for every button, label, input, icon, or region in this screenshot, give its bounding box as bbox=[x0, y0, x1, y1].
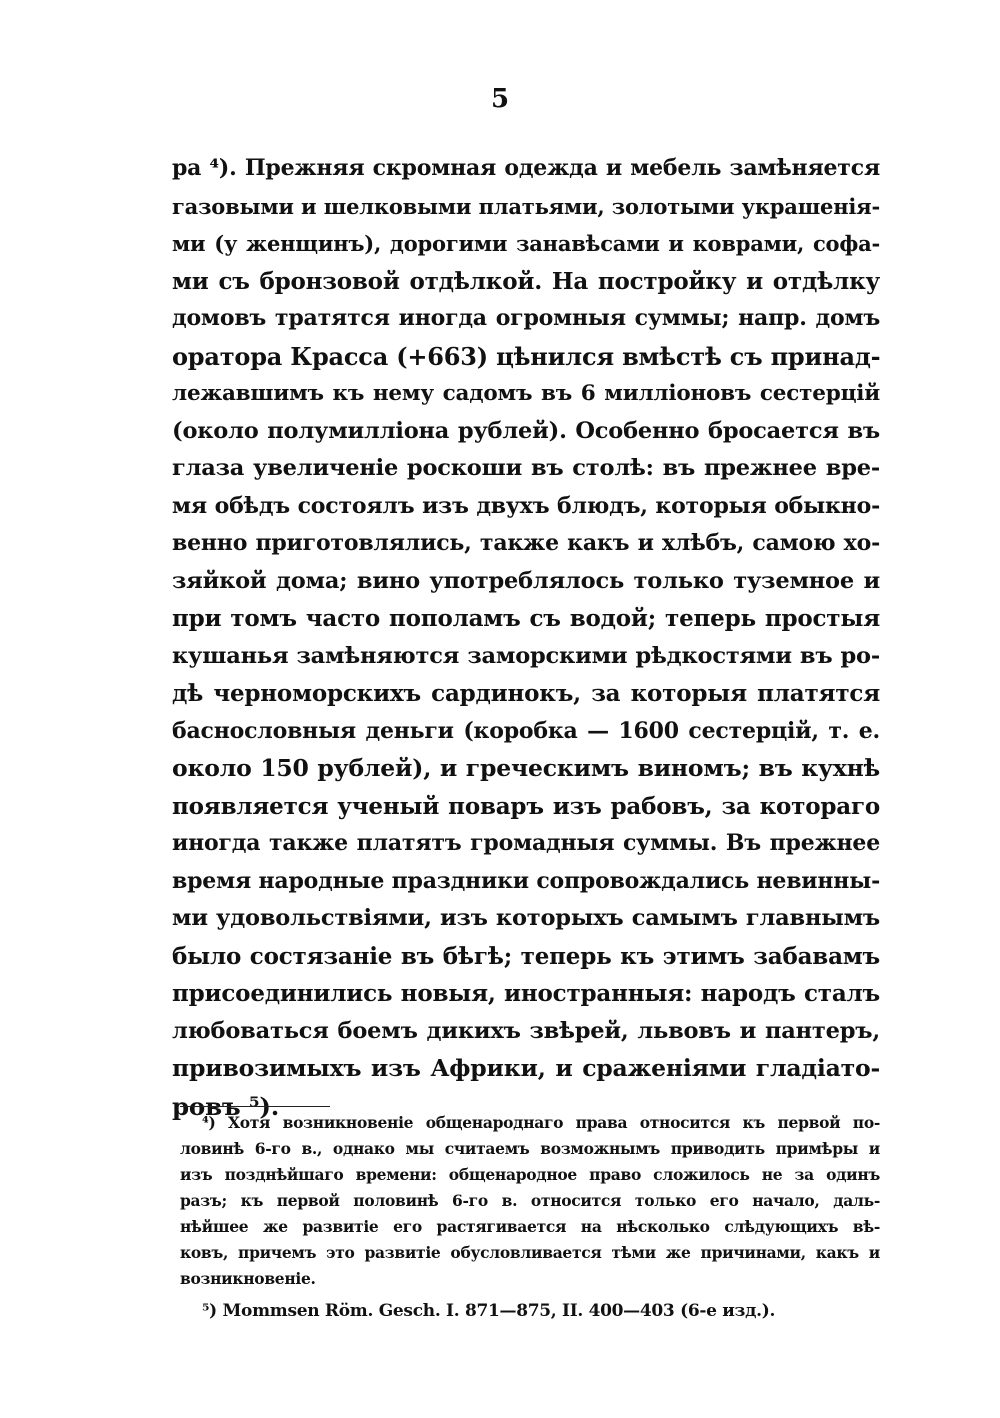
body-line: (около полумилліона рублей). Особенно бросается въ bbox=[172, 417, 880, 444]
footnote-4-line: разъ; къ первой половинѣ 6-го в. относится только его начало, даль- bbox=[180, 1191, 880, 1210]
body-line: ми съ бронзовой отдѣлкой. На постройку и отдѣлку bbox=[172, 267, 880, 295]
body-line: зяйкой дома; вино употреблялось только туземное и bbox=[172, 567, 880, 594]
footnote-4-line: ловинѣ 6-го в., однако мы считаемъ возможнымъ приводить примѣры и bbox=[180, 1139, 880, 1158]
body-line: привозимыхъ изъ Африки, и сраженіями гладіато- bbox=[172, 1054, 880, 1082]
body-line: время народные праздники сопровождались невинны- bbox=[172, 867, 880, 894]
footnote-4-line: ковъ, причемъ это развитіе обусловливается тѣми же причинами, какъ и bbox=[180, 1243, 880, 1262]
footnote-4-line: ⁴) Хотя возникновеніе общенароднаго права относится къ первой по- bbox=[202, 1113, 880, 1132]
body-line: домовъ тратятся иногда огромныя суммы; напр. домъ bbox=[172, 305, 880, 331]
body-line: любоваться боемъ дикихъ звѣрей, львовъ и пантеръ, bbox=[172, 1017, 880, 1044]
page-number: 5 bbox=[490, 84, 510, 114]
body-line: присоединились новыя, иностранныя: народъ сталъ bbox=[172, 980, 880, 1007]
body-line: иногда также платятъ громадныя суммы. Въ прежнее bbox=[172, 830, 880, 856]
body-line: ми (у женщинъ), дорогими занавѣсами и коврами, софа- bbox=[172, 231, 880, 256]
body-line: мя обѣдъ состоялъ изъ двухъ блюдъ, которыя обыкно- bbox=[172, 492, 880, 519]
body-line: кушанья замѣняются заморскими рѣдкостями въ ро- bbox=[172, 642, 880, 669]
body-line: дѣ черноморскихъ сардинокъ, за которыя платятся bbox=[172, 680, 880, 707]
body-line: было состязаніе въ бѣгѣ; теперь къ этимъ забавамъ bbox=[172, 942, 880, 970]
body-text bbox=[172, 150, 880, 1125]
body-line: ровъ ⁵). bbox=[172, 1091, 280, 1121]
body-line: венно приготовлялись, также какъ и хлѣбъ, самою хо- bbox=[172, 530, 880, 556]
body-line: при томъ часто пополамъ съ водой; теперь простыя bbox=[172, 605, 880, 632]
body-line: глаза увеличеніе роскоши въ столѣ: въ прежнее вре- bbox=[172, 455, 880, 481]
footnote-4-line: нѣйшее же развитіе его растягивается на нѣсколько слѣдующихъ вѣ- bbox=[180, 1217, 880, 1236]
body-line: появляется ученый поваръ изъ рабовъ, за котораго bbox=[172, 792, 880, 820]
footnotes bbox=[180, 1110, 880, 1324]
footnote-5: ⁵) Mommsen Röm. Gesch. I. 871—875, II. 400—403 (6-е изд.). bbox=[202, 1301, 776, 1321]
body-line: баснословныя деньги (коробка — 1600 сестерцій, т. е. bbox=[172, 717, 880, 744]
footnote-divider bbox=[180, 1106, 330, 1107]
body-line: около 150 рублей), и греческимъ виномъ; въ кухнѣ bbox=[172, 754, 880, 782]
body-line: оратора Красса (+663) цѣнился вмѣстѣ съ принад- bbox=[172, 341, 881, 371]
body-line: газовыми и шелковыми платьями, золотыми украшенія- bbox=[172, 193, 880, 219]
body-line: ми удовольствіями, изъ которыхъ самымъ главнымъ bbox=[172, 905, 880, 931]
footnote-4-line: изъ позднѣйшаго времени: общенародное право сложилось не за одинъ bbox=[180, 1165, 880, 1184]
footnote-4-line: возникновеніе. bbox=[180, 1269, 316, 1288]
body-line: ра ⁴). Прежняя скромная одежда и мебель замѣняется bbox=[172, 155, 880, 181]
body-line: лежавшимъ къ нему садомъ въ 6 милліоновъ сестерцій bbox=[172, 381, 880, 406]
